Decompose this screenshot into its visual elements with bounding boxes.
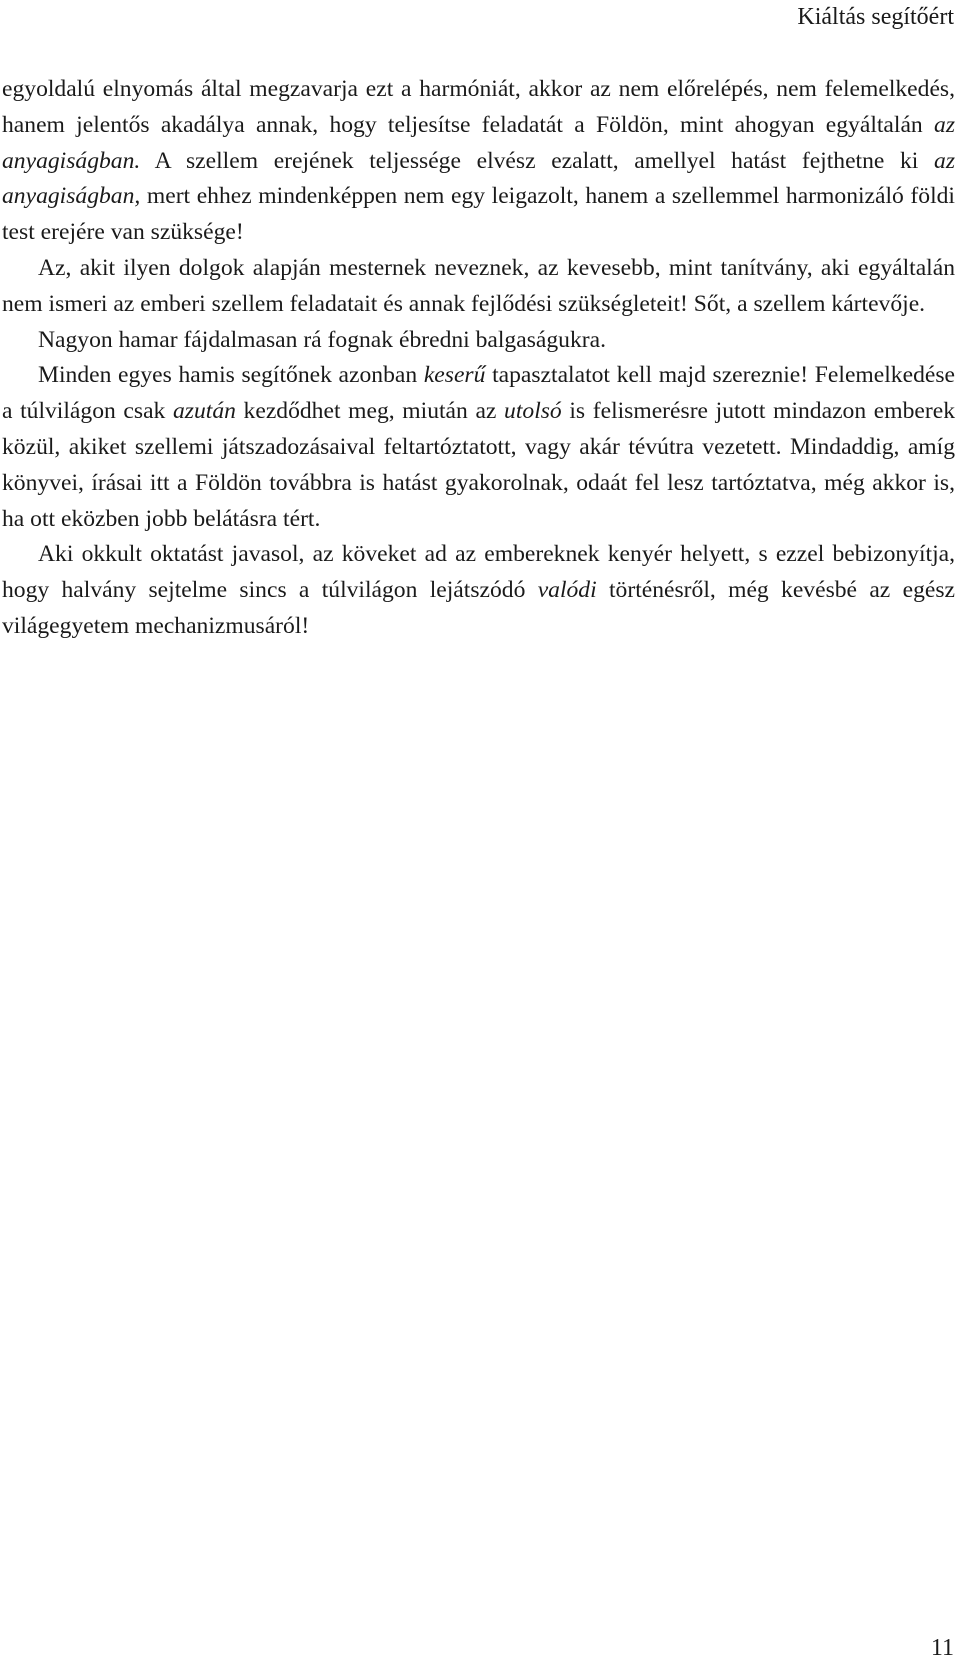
text-segment: is felismerésre jutott mindazon emberek közül, akiket szellemi játszadozásaival feltartóztatott, vagy akár tévútra vezetett. Mindaddig, amíg könyvei, írásai itt a Földön továbbra is hatást gyakorolnak, odaát fel lesz tartóztatva, még akkor is, ha ott eközben jobb belátásra tért.	[2, 398, 955, 532]
paragraph	[2, 358, 955, 537]
italic-segment: az anyagiságban.	[2, 111, 955, 174]
text-segment: egyoldalú elnyomás által megzavarja ezt a harmóniát, akkor az nem előrelépés, nem felemelkedés, hanem jelentős akadálya annak, hogy teljesítse feladatát a Földön, mint ahogyan egyáltalán	[2, 76, 955, 138]
paragraph	[2, 72, 955, 251]
text-segment: Minden egyes hamis segítőnek azonban	[38, 362, 424, 389]
text-segment: A szellem erejének teljessége elvész ezalatt, amellyel hatást fejthetne ki	[140, 147, 935, 174]
paragraph	[2, 251, 955, 323]
italic-segment: valódi	[537, 577, 597, 604]
italic-segment: keserű	[423, 362, 486, 389]
body-text	[2, 72, 955, 645]
italic-segment: utolsó	[504, 398, 562, 425]
text-segment: történésről, még kevésbé az egész világegyetem mechanizmusáról!	[2, 577, 955, 639]
text-segment: Az, akit ilyen dolgok alapján mesternek neveznek, az kevesebb, mint tanítvány, aki egyáltalán nem ismeri az emberi szellem feladatait és annak fejlődési szükségleteit! Sőt, a szellem kártevője.	[2, 254, 955, 317]
italic-segment: azután	[172, 398, 236, 425]
text-segment: tapasztalatot kell majd szereznie! Felemelkedése a túlvilágon csak	[2, 362, 955, 425]
italic-segment: az anyagiságban,	[2, 147, 955, 210]
text-segment: Nagyon hamar fájdalmasan rá fognak ébredni balgaságukra.	[38, 326, 606, 353]
paragraph	[2, 537, 955, 644]
running-head-title: Kiáltás segítőért	[797, 4, 954, 30]
paragraph	[2, 323, 955, 359]
text-segment: Aki okkult oktatást javasol, az köveket ad az embereknek kenyér helyett, s ezzel bebizonyítja, hogy halvány sejtelme sincs a túlvilágon lejátszódó	[2, 541, 955, 604]
text-segment: mert ehhez mindenképpen nem egy leigazolt, hanem a szellemmel harmonizáló földi test erejére van szüksége!	[2, 183, 955, 246]
page-number: 11	[930, 1635, 954, 1661]
text-segment: kezdődhet meg, miután az	[235, 398, 505, 425]
